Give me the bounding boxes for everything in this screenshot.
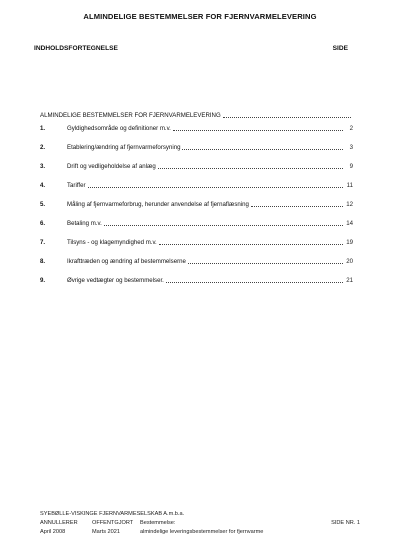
toc-entry-4 (40, 182, 353, 189)
toc-entry-2 (40, 144, 353, 151)
toc-entry-1 (40, 125, 353, 132)
toc-entry-page: 3 (349, 144, 353, 151)
footer-published-label: OFFENTGJORT (92, 520, 134, 526)
dot-leader (88, 186, 343, 188)
toc-entry-7 (40, 239, 353, 246)
toc-entry-5 (40, 201, 353, 208)
toc-entry-text: Tilsyns - og klagemyndighed m.v. (67, 239, 157, 246)
toc-entry-text: Drift og vedligeholdelse af anlæg (67, 163, 156, 170)
dot-leader (104, 224, 343, 226)
dot-leader (166, 281, 343, 283)
toc-entry-number: 1. (40, 125, 46, 132)
toc-entry-number: 8. (40, 258, 46, 265)
dot-leader (223, 116, 351, 118)
toc-entry-text: Måling af fjernvarmeforbrug, herunder anvendelse af fjernaflæsning (67, 201, 249, 208)
dot-leader (159, 243, 343, 245)
toc-entry-number: 5. (40, 201, 46, 208)
toc-entry-page: 2 (349, 125, 353, 132)
toc-entry-text: Øvrige vedtægter og bestemmelser. (67, 277, 164, 284)
toc-entry-page: 19 (346, 239, 353, 246)
toc-heading: INDHOLDSFORTEGNELSE (34, 45, 118, 52)
dot-leader (251, 205, 343, 207)
dot-leader (188, 262, 343, 264)
toc-entry-text: Tariffer (67, 182, 86, 189)
footer-provision-label: Bestemmelse: (140, 520, 176, 526)
toc-entry-number: 2. (40, 144, 46, 151)
toc-entry-6 (40, 220, 353, 227)
toc-entry-page: 14 (346, 220, 353, 227)
toc-entry-page: 21 (346, 277, 353, 284)
footer-annulled-date: April 2008 (40, 529, 66, 535)
toc-entry-text: Betaling m.v. (67, 220, 102, 227)
toc-entry-number: 4. (40, 182, 46, 189)
toc-entry-8 (40, 258, 353, 265)
dot-leader (182, 148, 343, 150)
toc-entry-number: 7. (40, 239, 46, 246)
footer-published-date: Marts 2021 (92, 529, 120, 535)
footer-labels-row (40, 520, 360, 526)
footer-values-row (40, 529, 360, 535)
dot-leader (173, 129, 343, 131)
toc-entry-text: Etablering/ændring af fjernvarmeforsyning (67, 144, 181, 151)
toc-entry-number: 6. (40, 220, 46, 227)
toc-entry-page: 11 (346, 182, 353, 189)
footer-company-row (40, 511, 360, 517)
toc-section-title (40, 112, 353, 119)
toc-entry-page: 20 (346, 258, 353, 265)
toc-entry-page: 9 (349, 163, 353, 170)
footer-company: SYEBØLLE-VISKINGE FJERNVARMESELSKAB A.m.b.a. (40, 511, 185, 517)
dot-leader (158, 167, 343, 169)
footer-annulled-label: ANNULLERER (40, 520, 78, 526)
document-title: ALMINDELIGE BESTEMMELSER FOR FJERNVARMELEVERING (83, 12, 317, 21)
toc-entry-9 (40, 277, 353, 284)
footer-page-number: SIDE NR. 1 (331, 520, 360, 526)
footer-provision-name: almindelige leveringsbestemmelser for fjernvarme (140, 529, 264, 535)
page-column-label: SIDE (332, 45, 348, 52)
toc-entry-page: 12 (346, 201, 353, 208)
toc-section-text: ALMINDELIGE BESTEMMELSER FOR FJERNVARMELEVERING (40, 112, 221, 119)
toc-entry-number: 3. (40, 163, 46, 170)
toc-entry-text: Ikrafttræden og ændring af bestemmelserne (67, 258, 186, 265)
toc-entry-number: 9. (40, 277, 46, 284)
toc-header (34, 45, 348, 52)
toc-entry-text: Gyldighedsområde og definitioner m.v. (67, 125, 171, 132)
toc-entry-3 (40, 163, 353, 170)
